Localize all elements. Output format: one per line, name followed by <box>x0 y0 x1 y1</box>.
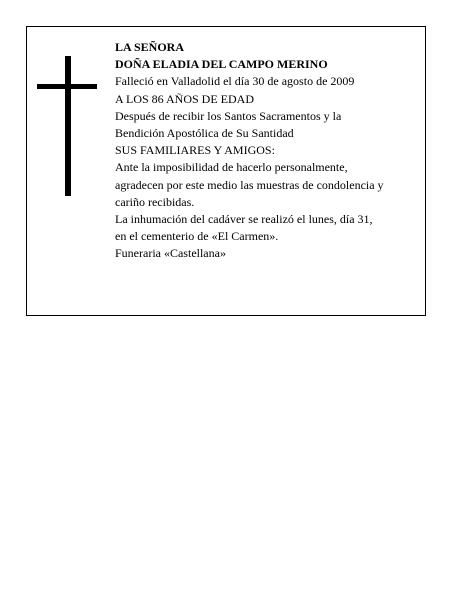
notice-line-sacraments: Después de recibir los Santos Sacramentos y la <box>115 108 342 123</box>
notice-line-thanks-1: Ante la imposibilidad de hacerlo personalmente, <box>115 160 348 175</box>
notice-deceased-name: DOÑA ELADIA DEL CAMPO MERINO <box>115 57 328 72</box>
cross-vertical-bar <box>65 56 71 196</box>
notice-line-burial-2: en el cementerio de «El Carmen». <box>115 229 279 244</box>
notice-line-blessing: Bendición Apostólica de Su Santidad <box>115 126 294 141</box>
notice-line-thanks-3: cariño recibidas. <box>115 194 195 209</box>
notice-heading-title: LA SEÑORA <box>115 40 185 54</box>
notice-line-family: SUS FAMILIARES Y AMIGOS: <box>115 143 275 158</box>
notice-line-burial-1: La inhumación del cadáver se realizó el lunes, día 31, <box>115 212 373 227</box>
notice-line-funeral-home: Funeraria «Castellana» <box>115 246 226 261</box>
cross-horizontal-bar <box>37 84 97 89</box>
obituary-notice <box>26 26 426 316</box>
notice-line-age: A LOS 86 AÑOS DE EDAD <box>115 91 255 106</box>
notice-text <box>115 39 421 263</box>
notice-line-death-date: Falleció en Valladolid el día 30 de agosto de 2009 <box>115 74 355 89</box>
notice-line-thanks-2: agradecen por este medio las muestras de condolencia y <box>115 177 384 192</box>
